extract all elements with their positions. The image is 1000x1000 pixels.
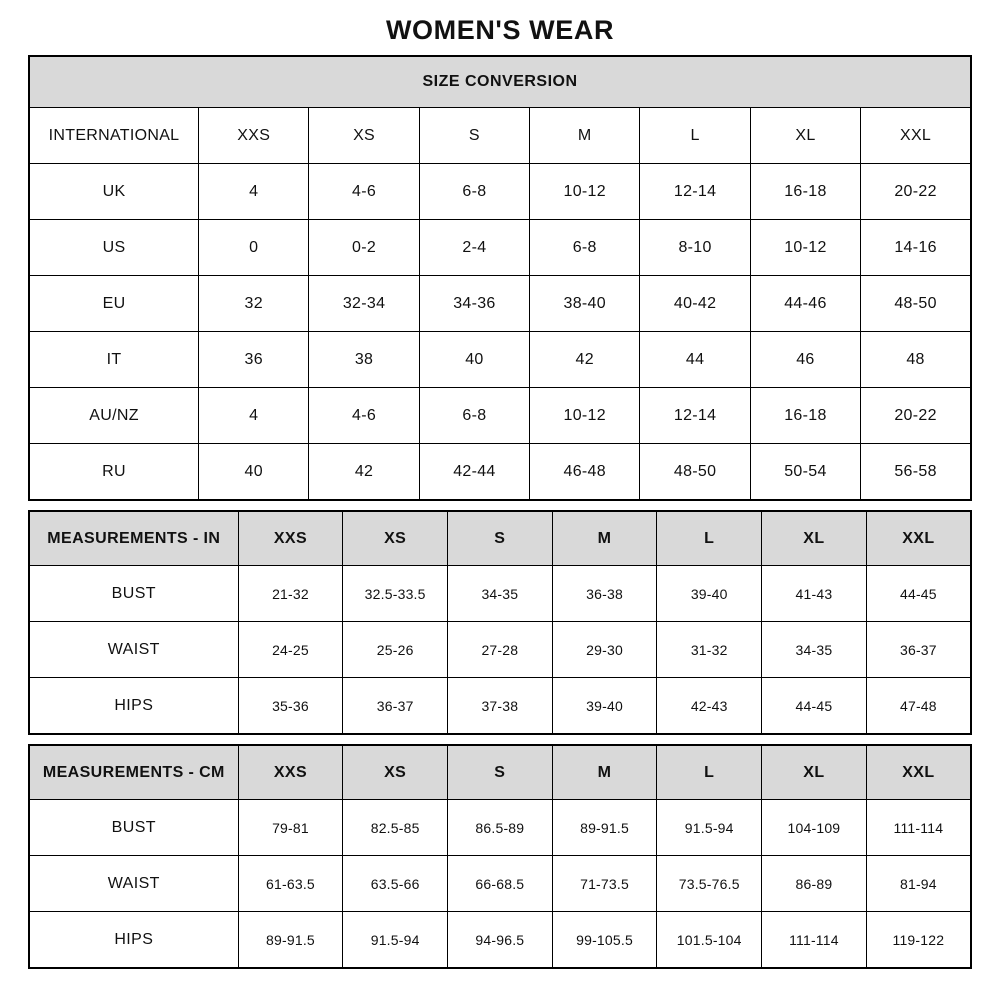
cell-ru-xl: 50-54 [750, 444, 860, 501]
measurements-in-table [28, 510, 972, 735]
table-row-ru [29, 444, 971, 501]
cell-waist-in-xxl: 36-37 [866, 622, 971, 678]
cell-ru-xxl: 56-58 [861, 444, 971, 501]
cell-uk-xxl: 20-22 [861, 164, 971, 220]
row-label-hips-cm: HIPS [29, 912, 238, 969]
cell-waist-cm-xs: 63.5-66 [343, 856, 448, 912]
size-header-cm-xl: XL [762, 745, 867, 800]
cell-us-xxs: 0 [199, 220, 309, 276]
cell-hips-in-s: 37-38 [448, 678, 553, 735]
size-header-xxs: XXS [238, 511, 343, 566]
cell-it-xs: 38 [309, 332, 419, 388]
cell-bust-in-xs: 32.5-33.5 [343, 566, 448, 622]
cell-bust-in-s: 34-35 [448, 566, 553, 622]
cell-waist-cm-xxl: 81-94 [866, 856, 971, 912]
column-header-xxs: XXS [199, 108, 309, 164]
measurements-in-header-row [29, 511, 971, 566]
cell-it-xxs: 36 [199, 332, 309, 388]
cell-bust-cm-xs: 82.5-85 [343, 800, 448, 856]
row-label-waist: WAIST [29, 622, 238, 678]
cell-aunz-xxs: 4 [199, 388, 309, 444]
cell-hips-in-m: 39-40 [552, 678, 657, 735]
cell-hips-in-xxl: 47-48 [866, 678, 971, 735]
cell-hips-in-l: 42-43 [657, 678, 762, 735]
cell-us-s: 2-4 [419, 220, 529, 276]
cell-uk-m: 10-12 [530, 164, 640, 220]
row-label-eu: EU [29, 276, 199, 332]
row-label-it: IT [29, 332, 199, 388]
cell-eu-xs: 32-34 [309, 276, 419, 332]
cell-bust-cm-m: 89-91.5 [552, 800, 657, 856]
row-label-uk: UK [29, 164, 199, 220]
cell-eu-xl: 44-46 [750, 276, 860, 332]
cell-aunz-xs: 4-6 [309, 388, 419, 444]
cell-aunz-xxl: 20-22 [861, 388, 971, 444]
table-row-hips-in [29, 678, 971, 735]
size-header-s: S [448, 511, 553, 566]
row-label-aunz: AU/NZ [29, 388, 199, 444]
table-row-hips-cm [29, 912, 971, 969]
cell-it-m: 42 [530, 332, 640, 388]
column-header-xs: XS [309, 108, 419, 164]
table-header-band [29, 56, 971, 108]
cell-aunz-s: 6-8 [419, 388, 529, 444]
size-header-xs: XS [343, 511, 448, 566]
cell-ru-xs: 42 [309, 444, 419, 501]
size-conversion-table [28, 55, 972, 501]
cell-it-xxl: 48 [861, 332, 971, 388]
row-label-hips: HIPS [29, 678, 238, 735]
cell-hips-cm-l: 101.5-104 [657, 912, 762, 969]
column-header-xxl: XXL [861, 108, 971, 164]
measurements-cm-header-row [29, 745, 971, 800]
cell-bust-cm-s: 86.5-89 [448, 800, 553, 856]
size-header-xxl: XXL [866, 511, 971, 566]
row-label-bust: BUST [29, 566, 238, 622]
cell-aunz-l: 12-14 [640, 388, 750, 444]
cell-hips-in-xl: 44-45 [762, 678, 867, 735]
table-row-waist-in [29, 622, 971, 678]
cell-it-xl: 46 [750, 332, 860, 388]
cell-eu-s: 34-36 [419, 276, 529, 332]
size-header-xl: XL [762, 511, 867, 566]
size-header-l: L [657, 511, 762, 566]
cell-waist-in-xxs: 24-25 [238, 622, 343, 678]
cell-uk-xl: 16-18 [750, 164, 860, 220]
cell-eu-m: 38-40 [530, 276, 640, 332]
table-row-waist-cm [29, 856, 971, 912]
row-label-bust-cm: BUST [29, 800, 238, 856]
page-title: WOMEN'S WEAR [385, 15, 615, 45]
size-header-cm-xxl: XXL [866, 745, 971, 800]
size-header-cm-m: M [552, 745, 657, 800]
cell-bust-in-xxs: 21-32 [238, 566, 343, 622]
cell-eu-xxs: 32 [199, 276, 309, 332]
measurements-cm-title: MEASUREMENTS - CM [29, 745, 238, 800]
cell-it-s: 40 [419, 332, 529, 388]
cell-hips-cm-xs: 91.5-94 [343, 912, 448, 969]
cell-bust-cm-l: 91.5-94 [657, 800, 762, 856]
measurements-in-title: MEASUREMENTS - IN [29, 511, 238, 566]
size-header-cm-s: S [448, 745, 553, 800]
column-header-international: INTERNATIONAL [29, 108, 199, 164]
cell-aunz-m: 10-12 [530, 388, 640, 444]
column-header-l: L [640, 108, 750, 164]
cell-waist-in-l: 31-32 [657, 622, 762, 678]
cell-bust-in-xl: 41-43 [762, 566, 867, 622]
cell-eu-xxl: 48-50 [861, 276, 971, 332]
cell-hips-cm-xxl: 119-122 [866, 912, 971, 969]
size-header-cm-xs: XS [343, 745, 448, 800]
column-header-s: S [419, 108, 529, 164]
cell-bust-cm-xxl: 111-114 [866, 800, 971, 856]
column-header-m: M [530, 108, 640, 164]
cell-waist-in-xl: 34-35 [762, 622, 867, 678]
row-label-us: US [29, 220, 199, 276]
measurements-cm-table [28, 744, 972, 969]
cell-uk-xs: 4-6 [309, 164, 419, 220]
cell-us-xl: 10-12 [750, 220, 860, 276]
row-label-waist-cm: WAIST [29, 856, 238, 912]
cell-it-l: 44 [640, 332, 750, 388]
column-header-row [29, 108, 971, 164]
cell-hips-cm-s: 94-96.5 [448, 912, 553, 969]
table-row-uk [29, 164, 971, 220]
table-row-eu [29, 276, 971, 332]
cell-hips-cm-xxs: 89-91.5 [238, 912, 343, 969]
cell-bust-cm-xl: 104-109 [762, 800, 867, 856]
cell-aunz-xl: 16-18 [750, 388, 860, 444]
cell-hips-cm-xl: 111-114 [762, 912, 867, 969]
cell-ru-m: 46-48 [530, 444, 640, 501]
table-row-aunz [29, 388, 971, 444]
cell-eu-l: 40-42 [640, 276, 750, 332]
cell-waist-cm-s: 66-68.5 [448, 856, 553, 912]
cell-uk-s: 6-8 [419, 164, 529, 220]
cell-us-xs: 0-2 [309, 220, 419, 276]
cell-bust-in-l: 39-40 [657, 566, 762, 622]
cell-bust-in-xxl: 44-45 [866, 566, 971, 622]
cell-waist-cm-xl: 86-89 [762, 856, 867, 912]
cell-waist-cm-xxs: 61-63.5 [238, 856, 343, 912]
cell-us-xxl: 14-16 [861, 220, 971, 276]
table-row-bust-in [29, 566, 971, 622]
cell-us-m: 6-8 [530, 220, 640, 276]
table-row-it [29, 332, 971, 388]
cell-bust-cm-xxs: 79-81 [238, 800, 343, 856]
size-header-cm-xxs: XXS [238, 745, 343, 800]
cell-bust-in-m: 36-38 [552, 566, 657, 622]
cell-waist-cm-l: 73.5-76.5 [657, 856, 762, 912]
cell-ru-xxs: 40 [199, 444, 309, 501]
table-row-bust-cm [29, 800, 971, 856]
cell-waist-in-xs: 25-26 [343, 622, 448, 678]
column-header-xl: XL [750, 108, 860, 164]
table-row-us [29, 220, 971, 276]
cell-hips-in-xxs: 35-36 [238, 678, 343, 735]
size-header-cm-l: L [657, 745, 762, 800]
cell-waist-cm-m: 71-73.5 [552, 856, 657, 912]
cell-waist-in-s: 27-28 [448, 622, 553, 678]
cell-uk-xxs: 4 [199, 164, 309, 220]
cell-us-l: 8-10 [640, 220, 750, 276]
cell-ru-l: 48-50 [640, 444, 750, 501]
size-header-m: M [552, 511, 657, 566]
size-conversion-header: SIZE CONVERSION [29, 56, 971, 108]
cell-hips-cm-m: 99-105.5 [552, 912, 657, 969]
row-label-ru: RU [29, 444, 199, 501]
cell-hips-in-xs: 36-37 [343, 678, 448, 735]
cell-ru-s: 42-44 [419, 444, 529, 501]
cell-waist-in-m: 29-30 [552, 622, 657, 678]
cell-uk-l: 12-14 [640, 164, 750, 220]
